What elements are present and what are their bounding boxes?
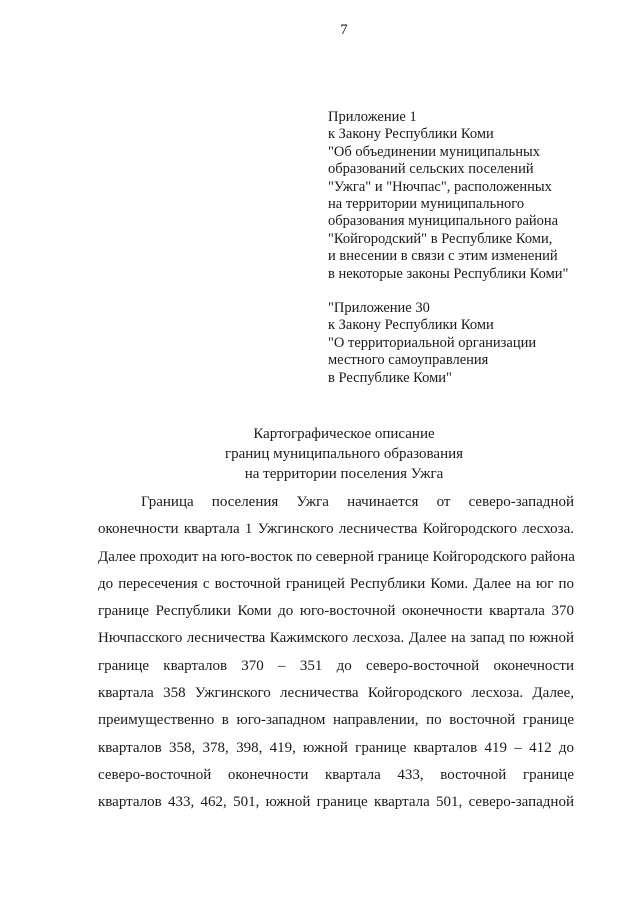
appendix-30-line: "О территориальной организации — [328, 334, 537, 351]
appendix-1-line: и внесении в связи с этим изменений — [328, 248, 558, 265]
title-line: на территории поселения Ужга — [244, 466, 444, 482]
paragraph-line: квартала 358 Ужгинского лесничества Койгородского лесхоза. Далее, — [98, 685, 574, 702]
appendix-30-header — [328, 300, 536, 387]
paragraph-line: оконечности квартала 1 Ужгинского лесничества Койгородского лесхоза. — [98, 521, 574, 538]
paragraph-line: преимущественно в юго-западном направлении, по восточной границе — [98, 712, 574, 729]
document-title — [0, 424, 640, 484]
appendix-1-line: в некоторые законы Республики Коми" — [328, 265, 569, 282]
appendix-1-line: "Об объединении муниципальных — [328, 143, 541, 160]
appendix-1-line: на территории муниципального — [328, 196, 525, 213]
appendix-1-header — [328, 109, 568, 283]
appendix-30-line: местного самоуправления — [328, 352, 489, 369]
paragraph-line: кварталов 358, 378, 398, 419, южной границе кварталов 419 – 412 до — [98, 739, 574, 756]
title-line: границ муниципального образования — [224, 446, 464, 462]
title-line: Картографическое описание — [253, 426, 435, 442]
appendix-30-line: к Закону Республики Коми — [328, 317, 494, 334]
appendix-30-line: в Республике Коми" — [328, 369, 452, 386]
appendix-1-line: образований сельских поселений — [328, 161, 534, 178]
paragraph-line: до пересечения с восточной границей Республики Коми. Далее на юг по — [98, 575, 574, 592]
page-number: 7 — [340, 22, 348, 38]
appendix-1-line: "Ужга" и "Нючпас", расположенных — [328, 178, 552, 195]
paragraph-line: Нючпасского лесничества Кажимского лесхоза. Далее на запад по южной — [98, 630, 574, 647]
paragraph-line: северо-восточной оконечности квартала 433, восточной границе — [98, 766, 574, 783]
paragraph-line: границе Республики Коми до юго-восточной оконечности квартала 370 — [98, 603, 574, 620]
boundary-description — [98, 489, 574, 817]
appendix-1-line: образования муниципального района — [328, 213, 559, 230]
paragraph-line: границе кварталов 370 – 351 до северо-восточной оконечности — [98, 657, 574, 674]
appendix-1-line: Приложение 1 — [328, 109, 417, 125]
paragraph-line: кварталов 433, 462, 501, южной границе квартала 501, северо-западной — [98, 794, 574, 811]
appendix-30-line: "Приложение 30 — [328, 300, 430, 316]
paragraph-line: Далее проходит на юго-восток по северной границе Койгородского района — [98, 548, 575, 565]
paragraph-line: Граница поселения Ужга начинается от северо-западной — [141, 494, 574, 510]
appendix-1-line: к Закону Республики Коми — [328, 126, 494, 143]
appendix-1-line: "Койгородский" в Республике Коми, — [328, 230, 553, 247]
